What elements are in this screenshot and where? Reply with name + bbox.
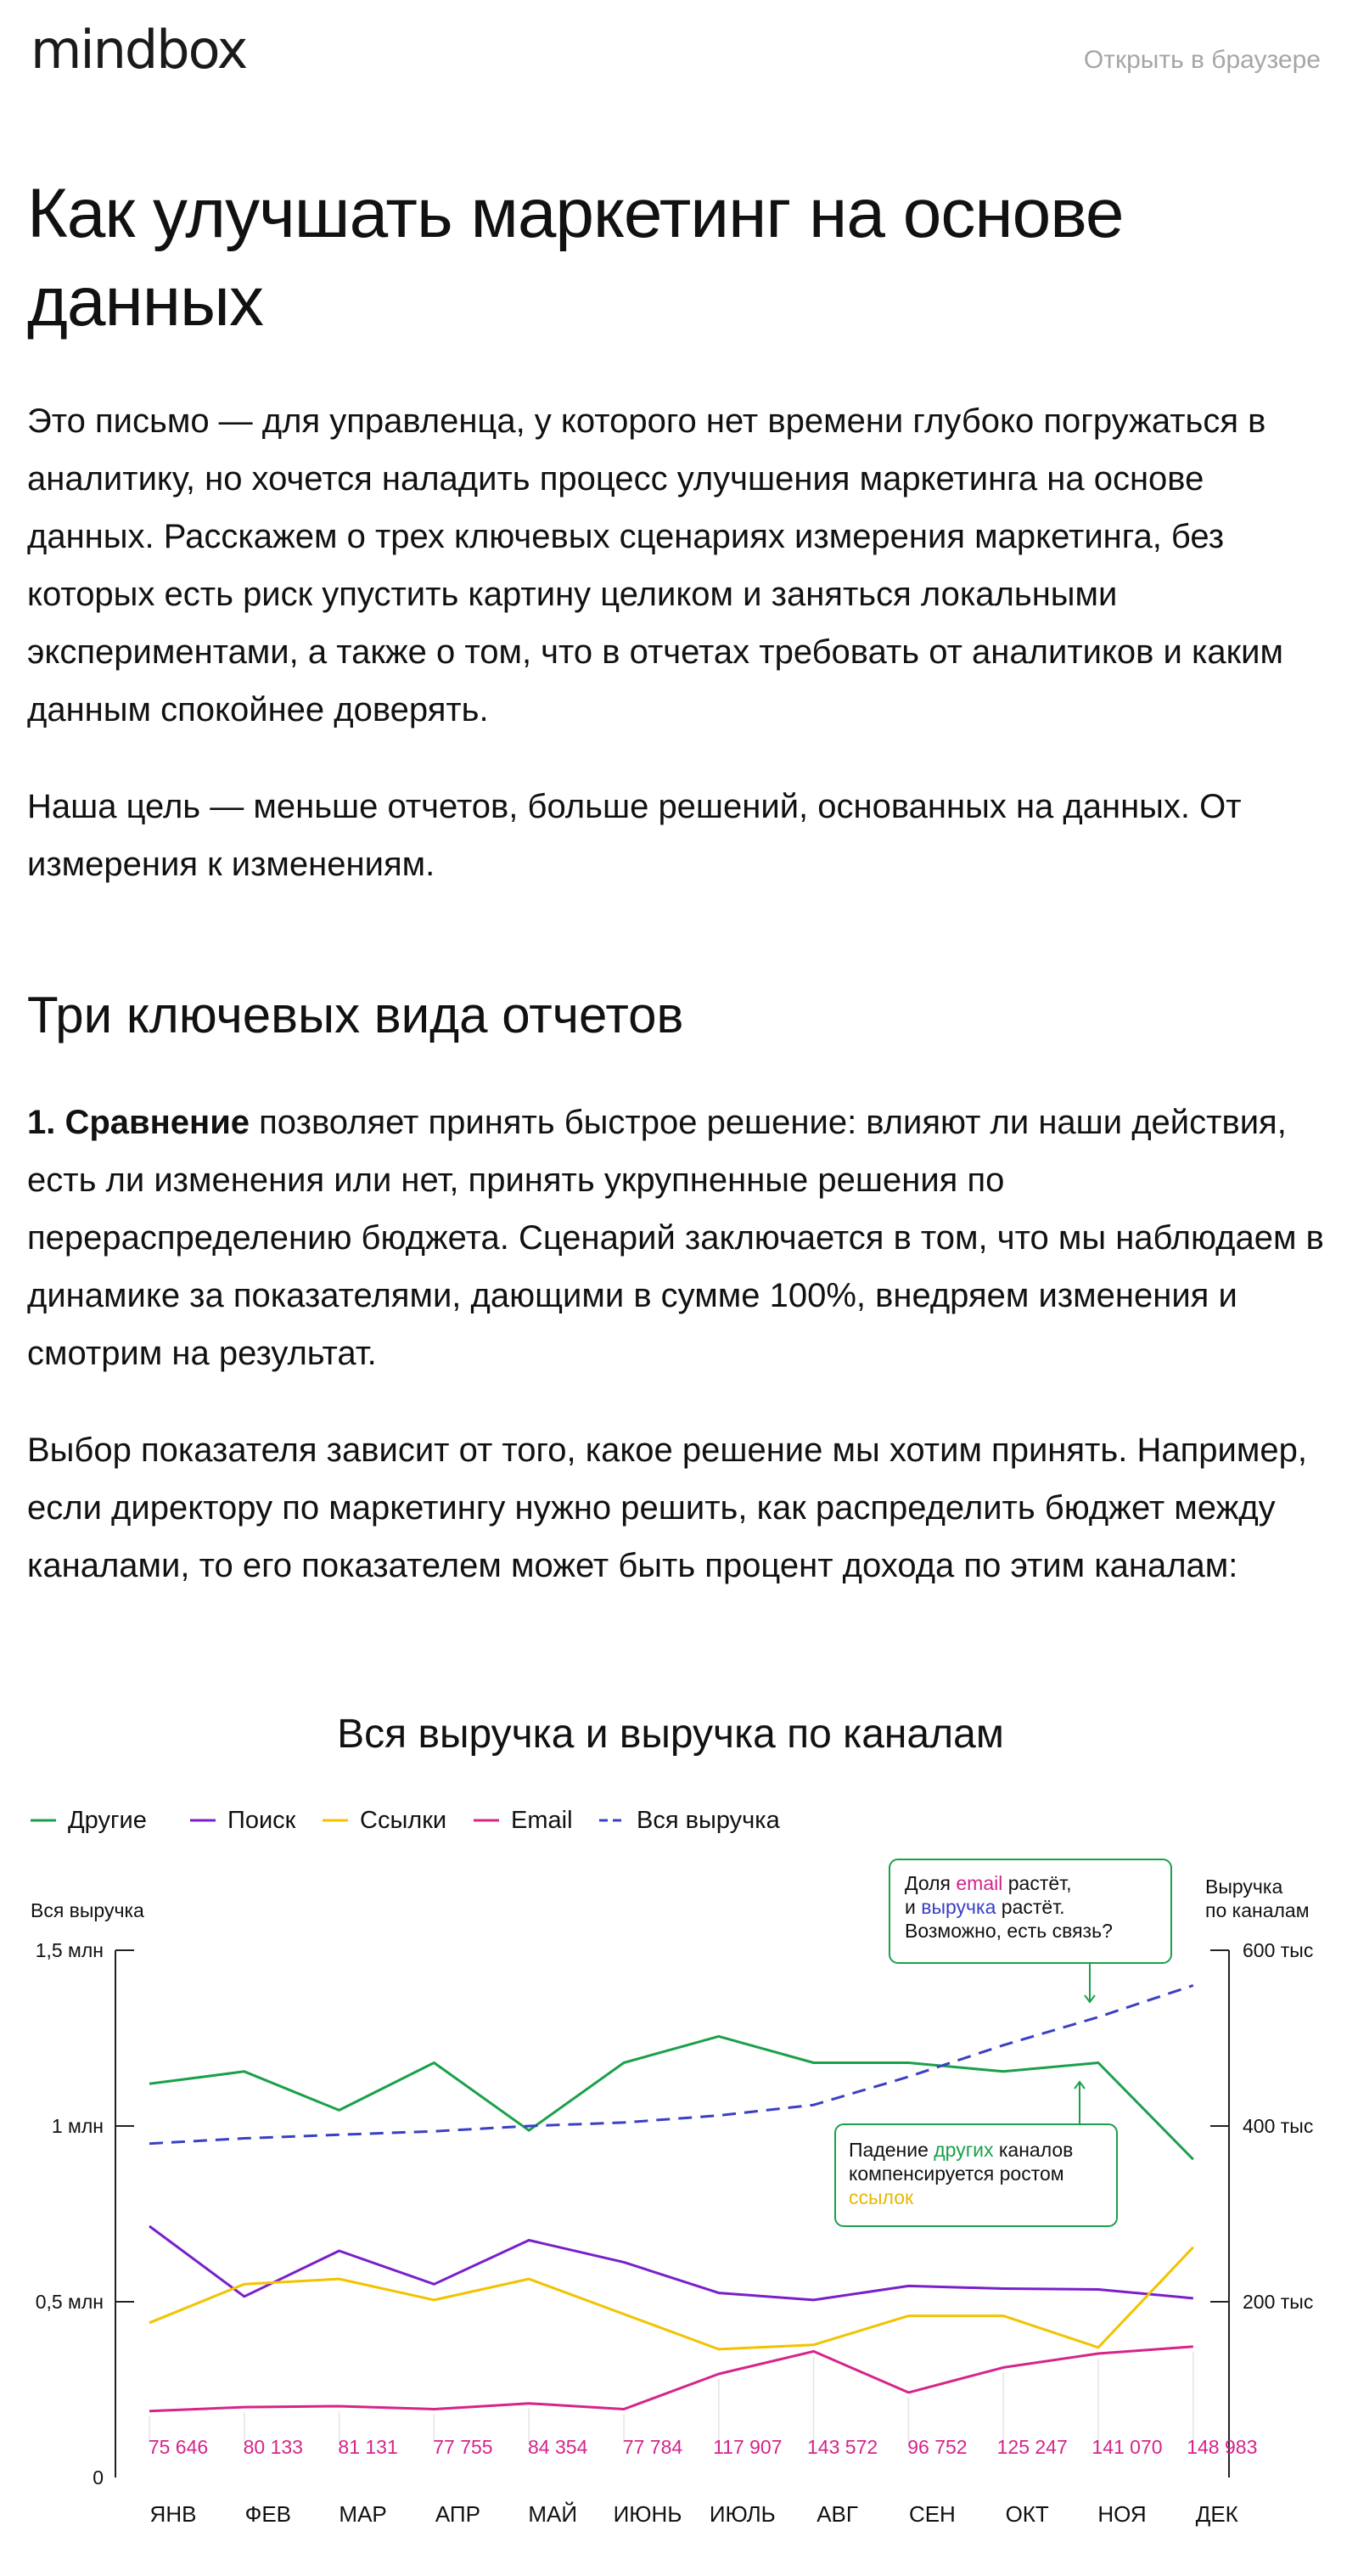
annotation-email-line1: Доля email растёт,	[905, 1872, 1072, 1894]
intro-paragraph: Это письмо — для управленца, у которого нет времени глубоко погружаться в аналитику, но хочется наладить процесс улучшения маркетинга на основе данных. Расскажем о трех ключевых сценариях измерения маркетинга, без которых есть риск упустить картину целиком и заняться локальными экспериментами, а также о том, что в отчетах требовать от аналитиков и каким данным спокойнее доверять.	[27, 402, 1283, 728]
goal-paragraph: Наша цель — меньше отчетов, больше решений, основанных на данных. От измерения к изменениям.	[27, 788, 1242, 883]
annotation-other-links	[835, 2082, 1117, 2226]
x-category-label-7: АВГ	[816, 2501, 858, 2527]
email-data-label-3: 77 755	[433, 2436, 493, 2458]
chart-x-labels	[150, 2501, 1238, 2527]
revenue-chart-svg	[0, 1690, 1358, 2572]
article-body	[27, 170, 1334, 1595]
email-data-label-8: 96 752	[907, 2436, 968, 2458]
right-axis-label-line2: по каналам	[1205, 1899, 1310, 1921]
email-data-label-2: 81 131	[338, 2436, 398, 2458]
right-tick-label-1: 400 тыс	[1243, 2115, 1314, 2137]
x-category-label-1: ФЕВ	[244, 2501, 292, 2527]
x-category-label-10: НОЯ	[1097, 2501, 1147, 2527]
email-header	[0, 0, 1358, 102]
right-axis-label-line1: Выручка	[1205, 1876, 1283, 1898]
comparison-text: позволяет принять быстрое решение: влияют ли наши действия, есть ли изменения или нет, принять укрупненные решения по перераспределению бюджета. Сценарий заключается в том, что мы наблюдаем в динамике за показателями, дающими в сумме 100%, внедряем изменения и смотрим на результат.	[27, 1104, 1324, 1372]
x-category-label-5: ИЮНЬ	[613, 2501, 682, 2527]
comparison-lead: 1. Сравнение	[27, 1104, 250, 1141]
right-tick-label-0: 200 тыс	[1243, 2291, 1314, 2313]
email-data-label-10: 141 070	[1091, 2436, 1163, 2458]
email-data-label-5: 77 784	[622, 2436, 683, 2458]
left-tick-label-3: 1,5 млн	[35, 1939, 104, 1961]
x-category-label-0: ЯНВ	[149, 2501, 197, 2527]
legend-label-0: Другие	[68, 1807, 147, 1834]
annotation-other-line3: ссылок	[849, 2186, 914, 2208]
series-line-1	[149, 2226, 1193, 2300]
revenue-chart	[0, 1690, 1358, 2572]
email-data-label-4: 84 354	[528, 2436, 588, 2458]
legend-label-4: Вся выручка	[637, 1807, 780, 1834]
x-category-label-4: МАЙ	[528, 2501, 578, 2527]
x-category-label-6: ИЮЛЬ	[709, 2501, 776, 2527]
legend-label-1: Поиск	[227, 1807, 296, 1834]
email-data-label-11: 148 983	[1187, 2436, 1258, 2458]
chart-title: Вся выручка и выручка по каналам	[337, 1712, 1004, 1757]
annotation-other-line2: компенсируется ростом	[849, 2163, 1064, 2185]
email-data-label-1: 80 133	[243, 2436, 303, 2458]
chart-guides	[149, 2352, 1193, 2444]
email-data-label-6: 117 907	[713, 2436, 783, 2458]
series-line-4	[149, 1985, 1193, 2143]
comparison-paragraph	[27, 1094, 1334, 1382]
chart-legend	[31, 1807, 781, 1834]
article-title: Как улучшать маркетинг на основе данных	[27, 175, 1124, 340]
email-data-label-0: 75 646	[148, 2436, 209, 2458]
series-line-2	[149, 2247, 1193, 2349]
x-category-label-3: АПР	[435, 2501, 480, 2527]
left-tick-label-0: 0	[93, 2466, 104, 2489]
legend-label-2: Ссылки	[360, 1807, 447, 1834]
x-category-label-2: МАР	[339, 2501, 387, 2527]
legend-label-3: Email	[511, 1807, 573, 1834]
email-data-label-9: 125 247	[996, 2436, 1068, 2458]
left-tick-label-1: 0,5 млн	[35, 2291, 104, 2313]
x-category-label-9: ОКТ	[1005, 2501, 1049, 2527]
chart-ticks	[36, 1939, 1314, 2489]
annotation-email-revenue	[889, 1859, 1171, 2002]
annotation-other-line1: Падение других каналов	[849, 2139, 1074, 2161]
x-category-label-11: ДЕК	[1195, 2501, 1238, 2527]
right-tick-label-2: 600 тыс	[1243, 1939, 1314, 1961]
indicator-paragraph: Выбор показателя зависит от того, какое решение мы хотим принять. Например, если директору по маркетингу нужно решить, как распределить бюджет между каналами, то его показателем может быть процент дохода по этим каналам:	[27, 1431, 1307, 1584]
open-in-browser-link[interactable]: Открыть в браузере	[1083, 46, 1321, 74]
chart-data-labels	[149, 2436, 1258, 2458]
mindbox-logo[interactable]: mindbox	[31, 19, 247, 81]
left-tick-label-2: 1 млн	[51, 2115, 104, 2137]
email-data-label-7: 143 572	[807, 2436, 878, 2458]
section-title: Три ключевых вида отчетов	[27, 987, 684, 1043]
annotation-email-line2: и выручка растёт.	[905, 1896, 1065, 1918]
annotation-email-line3: Возможно, есть связь?	[905, 1920, 1113, 1942]
left-axis-label: Вся выручка	[31, 1899, 144, 1921]
series-line-3	[149, 2347, 1193, 2411]
x-category-label-8: СЕН	[908, 2501, 956, 2527]
